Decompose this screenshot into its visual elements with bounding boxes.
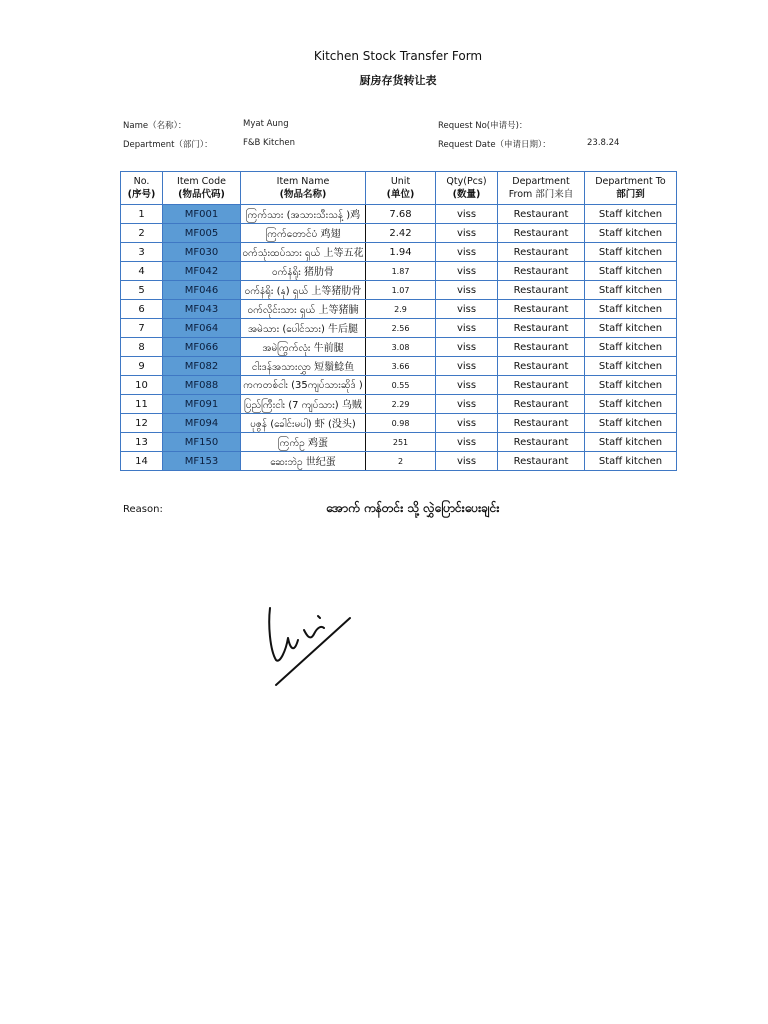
form-title: Kitchen Stock Transfer Form (313, 49, 483, 63)
department-from: Restaurant (498, 452, 585, 471)
header-qty: Qty(Pcs) (数量) (436, 172, 498, 205)
table-row (121, 243, 677, 262)
item-name: ကြက်တောင်ပံ 鸡翅 (241, 224, 366, 243)
qty-value: viss (436, 224, 498, 243)
department-to: Staff kitchen (585, 338, 677, 357)
qty-value: viss (436, 319, 498, 338)
department-to: Staff kitchen (585, 205, 677, 224)
item-code: MF091 (163, 395, 241, 414)
qty-value: viss (436, 338, 498, 357)
table-row (121, 319, 677, 338)
item-name: ငါးဒန်အသားလွှာ 短鬚鯰鱼 (241, 357, 366, 376)
item-code: MF082 (163, 357, 241, 376)
item-name: ဝက်နံရိုး (နု) ရှယ် 上等猪肋骨 (241, 281, 366, 300)
unit-value: 3.08 (366, 338, 436, 357)
unit-value: 2 (366, 452, 436, 471)
row-number: 5 (121, 281, 163, 300)
item-code: MF153 (163, 452, 241, 471)
header-item-name: Item Name (物品名称) (241, 172, 366, 205)
department-from: Restaurant (498, 357, 585, 376)
row-number: 2 (121, 224, 163, 243)
department-to: Staff kitchen (585, 300, 677, 319)
qty-value: viss (436, 395, 498, 414)
table-row (121, 433, 677, 452)
department-from: Restaurant (498, 262, 585, 281)
name-label: Name（名称）： (123, 121, 187, 131)
department-to: Staff kitchen (585, 281, 677, 300)
unit-value: 2.9 (366, 300, 436, 319)
qty-value: viss (436, 357, 498, 376)
stock-transfer-table (120, 171, 677, 471)
item-code: MF066 (163, 338, 241, 357)
unit-value: 2.29 (366, 395, 436, 414)
table-row (121, 338, 677, 357)
row-number: 6 (121, 300, 163, 319)
unit-value: 7.68 (366, 205, 436, 224)
department-to: Staff kitchen (585, 243, 677, 262)
item-code: MF094 (163, 414, 241, 433)
department-from: Restaurant (498, 338, 585, 357)
item-code: MF005 (163, 224, 241, 243)
table-row (121, 262, 677, 281)
row-number: 9 (121, 357, 163, 376)
row-number: 13 (121, 433, 163, 452)
unit-value: 3.66 (366, 357, 436, 376)
signature (264, 590, 364, 690)
unit-value: 1.94 (366, 243, 436, 262)
qty-value: viss (436, 243, 498, 262)
qty-value: viss (436, 300, 498, 319)
item-code: MF064 (163, 319, 241, 338)
item-name: အမဲသား (ပေါင်သား) 牛后腿 (241, 319, 366, 338)
item-code: MF088 (163, 376, 241, 395)
department-from: Restaurant (498, 376, 585, 395)
table-row (121, 300, 677, 319)
form-subtitle: 厨房存货转让表 (359, 74, 437, 87)
table-row (121, 452, 677, 471)
department-from: Restaurant (498, 395, 585, 414)
item-name: ကြက်ဥ 鸡蛋 (241, 433, 366, 452)
table-row (121, 205, 677, 224)
item-name: ပုဇွန် (ခေါင်းမပါ) 虾 (没头) (241, 414, 366, 433)
department-to: Staff kitchen (585, 357, 677, 376)
department-value: F&B Kitchen (243, 138, 295, 148)
unit-value: 251 (366, 433, 436, 452)
unit-value: 2.56 (366, 319, 436, 338)
table-row (121, 376, 677, 395)
table-row (121, 281, 677, 300)
department-from: Restaurant (498, 243, 585, 262)
qty-value: viss (436, 433, 498, 452)
header-unit: Unit (单位) (366, 172, 436, 205)
item-code: MF150 (163, 433, 241, 452)
row-number: 10 (121, 376, 163, 395)
department-from: Restaurant (498, 224, 585, 243)
table-header-row (121, 172, 677, 205)
item-name: ကကတစ်ငါး (35ကျပ်သားဆိုဒ် ) (241, 376, 366, 395)
table-row (121, 357, 677, 376)
row-number: 7 (121, 319, 163, 338)
qty-value: viss (436, 281, 498, 300)
table-row (121, 224, 677, 243)
row-number: 4 (121, 262, 163, 281)
unit-value: 1.07 (366, 281, 436, 300)
item-code: MF001 (163, 205, 241, 224)
qty-value: viss (436, 205, 498, 224)
department-to: Staff kitchen (585, 376, 677, 395)
department-to: Staff kitchen (585, 224, 677, 243)
department-from: Restaurant (498, 319, 585, 338)
unit-value: 0.55 (366, 376, 436, 395)
reason-text: အောက် ကန်တင်း သို့ လွှဲပြောင်းပေးချင်း (326, 501, 500, 515)
department-to: Staff kitchen (585, 395, 677, 414)
table-row (121, 395, 677, 414)
department-to: Staff kitchen (585, 452, 677, 471)
department-label: Department（部门）： (123, 140, 213, 150)
row-number: 11 (121, 395, 163, 414)
item-name: ပြည်ကြီးငါး (7 ကျပ်သား) 乌贼 (241, 395, 366, 414)
item-name: ဝက်သုံးထပ်သား ရှယ် 上等五花 (241, 243, 366, 262)
item-name: ဝက်နံရိုး 猪肋骨 (241, 262, 366, 281)
item-code: MF046 (163, 281, 241, 300)
department-to: Staff kitchen (585, 414, 677, 433)
row-number: 14 (121, 452, 163, 471)
department-to: Staff kitchen (585, 319, 677, 338)
item-code: MF030 (163, 243, 241, 262)
qty-value: viss (436, 414, 498, 433)
qty-value: viss (436, 452, 498, 471)
unit-value: 2.42 (366, 224, 436, 243)
department-from: Restaurant (498, 300, 585, 319)
row-number: 12 (121, 414, 163, 433)
header-item-code: Item Code (物品代码) (163, 172, 241, 205)
header-no: No. (序号) (121, 172, 163, 205)
item-code: MF042 (163, 262, 241, 281)
department-to: Staff kitchen (585, 262, 677, 281)
header-department-to: Department To 部门到 (585, 172, 677, 205)
reason-label: Reason: (123, 504, 163, 515)
department-from: Restaurant (498, 414, 585, 433)
department-from: Restaurant (498, 205, 585, 224)
name-value: Myat Aung (243, 119, 289, 129)
item-code: MF043 (163, 300, 241, 319)
unit-value: 0.98 (366, 414, 436, 433)
department-from: Restaurant (498, 281, 585, 300)
unit-value: 1.87 (366, 262, 436, 281)
item-name: ဆေးဘဲဥ 世纪蛋 (241, 452, 366, 471)
department-to: Staff kitchen (585, 433, 677, 452)
request-date-value: 23.8.24 (587, 138, 620, 148)
qty-value: viss (436, 262, 498, 281)
request-date-label: Request Date（申请日期）： (438, 140, 551, 150)
row-number: 1 (121, 205, 163, 224)
request-no-label: Request No(申请号)： (438, 121, 528, 131)
item-name: အမဲကြွက်လုံး 牛前腿 (241, 338, 366, 357)
table-row (121, 414, 677, 433)
header-department-from: Department From 部门来自 (498, 172, 585, 205)
department-from: Restaurant (498, 433, 585, 452)
row-number: 8 (121, 338, 163, 357)
item-name: ဝက်လိုင်းသား ရှယ် 上等猪腩 (241, 300, 366, 319)
qty-value: viss (436, 376, 498, 395)
row-number: 3 (121, 243, 163, 262)
item-name: ကြက်သား (အသားသီးသန့် )鸡 (241, 205, 366, 224)
